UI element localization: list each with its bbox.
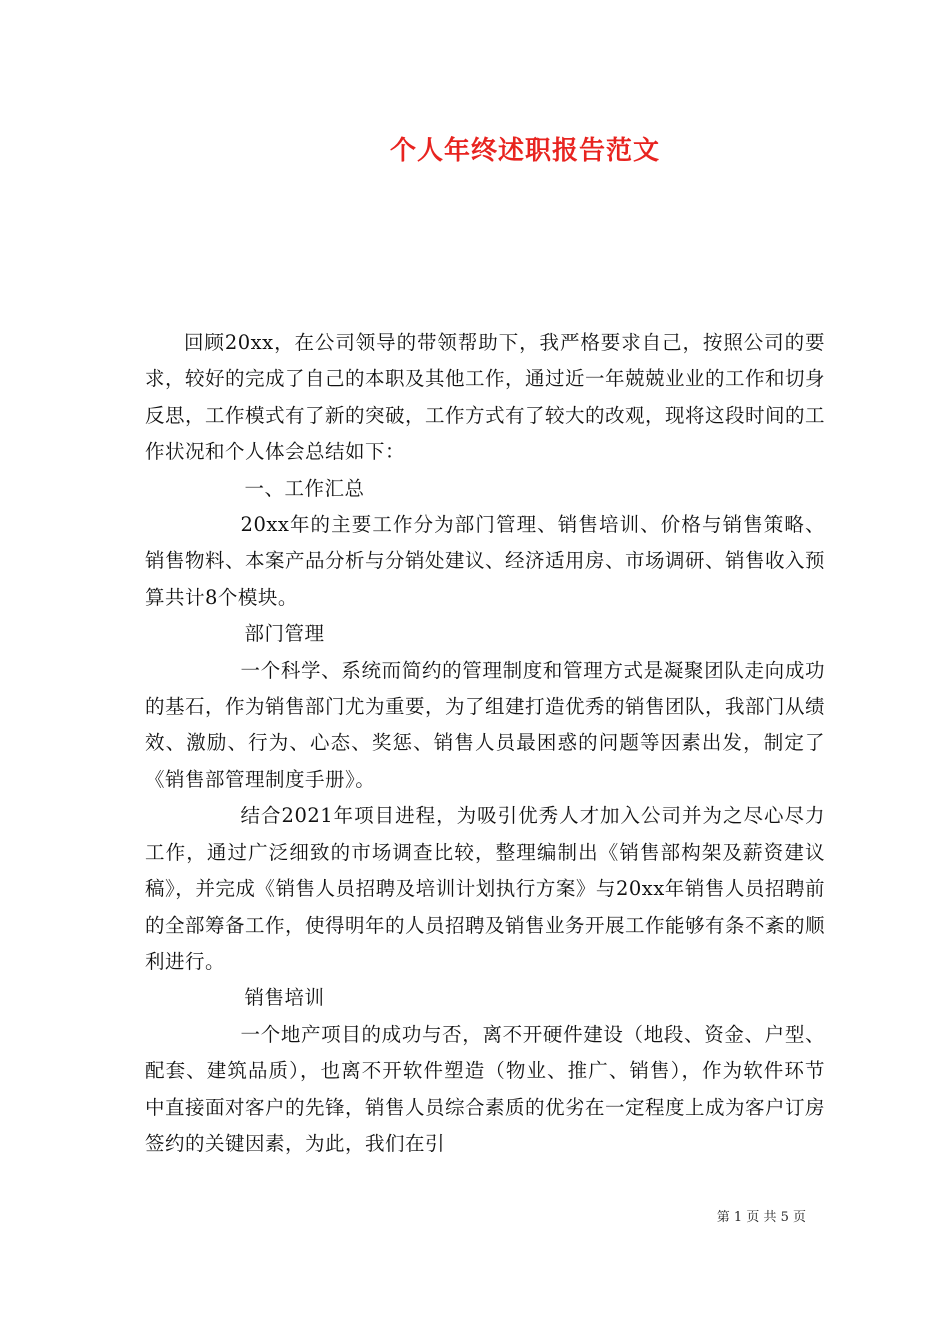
paragraph-management-system: 一个科学、系统而简约的管理制度和管理方式是凝聚团队走向成功的基石，作为销售部门尤为重要，为了组建打造优秀的销售团队，我部门从绩效、激励、行为、心态、奖惩、销售人员最困惑的问题等因素出发，制定了《销售部管理制度手册》。 [145, 658, 826, 791]
paragraph-sales-training: 一个地产项目的成功与否，离不开硬件建设（地段、资金、户型、配套、建筑品质），也离不开软件塑造（物业、推广、销售），作为软件环节中直接面对客户的先锋，销售人员综合素质的优劣在一定程度上成为客户订房签约的关键因素，为此，我们在引 [145, 1022, 826, 1155]
paragraph-modules: 20xx年的主要工作分为部门管理、销售培训、价格与销售策略、销售物料、本案产品分析与分销处建议、经济适用房、市场调研、销售收入预算共计8个模块。 [145, 513, 826, 609]
subheading-sales-training: 销售培训 [244, 986, 325, 1010]
document-title: 个人年终述职报告范文 [389, 136, 660, 166]
document-body [145, 325, 825, 1162]
section-heading-work-summary: 一、工作汇总 [244, 476, 365, 500]
subheading-department-management: 部门管理 [244, 622, 325, 646]
page-number-footer: 第 1 页 共 5 页 [716, 1210, 806, 1225]
paragraph-recruitment: 结合2021年项目进程，为吸引优秀人才加入公司并为之尽心尽力工作，通过广泛细致的市场调查比较，整理编制出《销售部构架及薪资建议稿》，并完成《销售人员招聘及培训计划执行方案》与20xx年销售人员招聘前的全部筹备工作，使得明年的人员招聘及销售业务开展工作能够有条不紊的顺利进行。 [145, 804, 826, 973]
paragraph-intro: 回顾20xx，在公司领导的带领帮助下，我严格要求自己，按照公司的要求，较好的完成了自己的本职及其他工作，通过近一年兢兢业业的工作和切身反思，工作模式有了新的突破，工作方式有了较大的改观，现将这段时间的工作状况和个人体会总结如下： [145, 331, 826, 464]
